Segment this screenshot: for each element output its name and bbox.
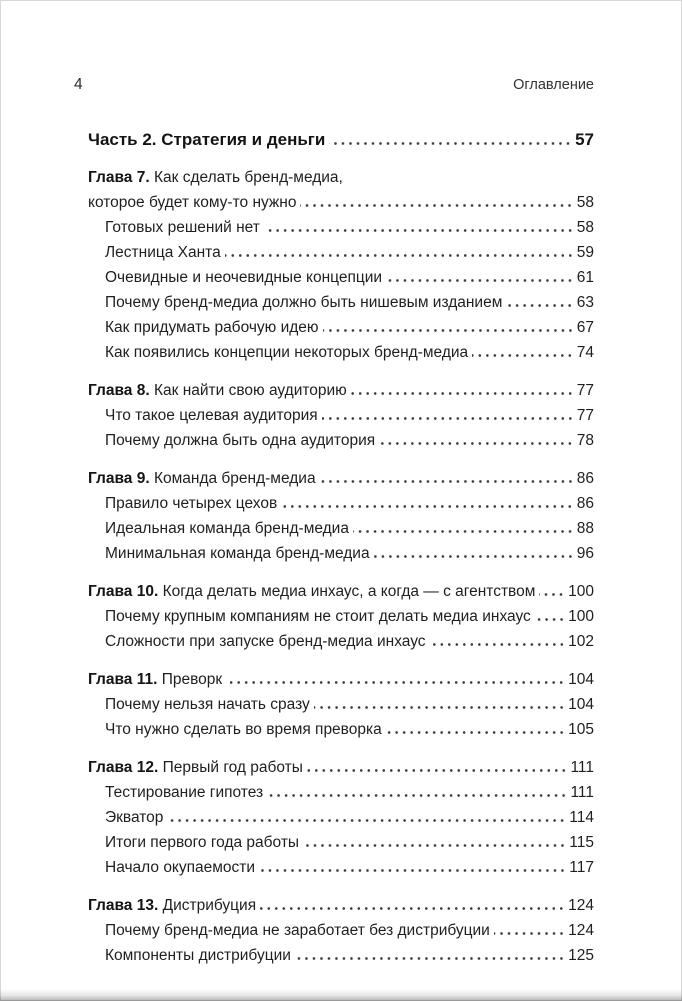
toc-entry — [88, 893, 594, 918]
dotted-leader — [303, 844, 566, 847]
toc-subentry — [88, 265, 594, 290]
toc-entry-bold-prefix: Глава 13. — [88, 897, 163, 914]
dotted-leader — [225, 254, 574, 257]
dotted-leader — [295, 957, 565, 960]
toc-entry-bold-prefix: Часть 2. — [88, 130, 162, 149]
dotted-leader — [307, 769, 568, 772]
toc-entry-label: Тестирование гипотез — [105, 784, 264, 801]
running-head — [0, 76, 682, 94]
dotted-leader — [314, 706, 565, 709]
toc-entry — [88, 378, 594, 403]
toc-subentry — [88, 215, 594, 240]
toc-subentry — [88, 943, 594, 968]
toc-entry-label: Минимальная команда бренд-медиа — [105, 545, 370, 562]
toc-entry-label: Глава 8. Как найти свою аудиторию — [88, 382, 347, 399]
toc-subentry — [88, 805, 594, 830]
toc-entry-label: Лестница Ханта — [105, 244, 221, 261]
toc-page-number: 88 — [576, 520, 594, 537]
toc-entry-label: Почему бренд-медиа не заработает без дистрибуции — [105, 922, 490, 939]
toc-entry-label: Начало окупаемости — [105, 859, 256, 876]
toc-entry-label: Компоненты дистрибуции — [105, 947, 291, 964]
dotted-leader — [267, 794, 567, 797]
toc-page-number: 111 — [570, 784, 594, 801]
toc-page-number: 124 — [568, 897, 594, 914]
toc-page-number: 96 — [576, 545, 594, 562]
toc-page-number: 78 — [576, 432, 594, 449]
toc-entry-label: которое будет кому-то нужно — [88, 194, 297, 211]
toc-entry-bold-prefix: Глава 7. — [88, 169, 154, 186]
dotted-leader — [506, 304, 573, 307]
toc-page-number: 74 — [576, 344, 594, 361]
toc-page-number: 111 — [570, 759, 594, 776]
table-of-contents — [0, 127, 682, 968]
toc-entry-label: Что такое целевая аудитория — [105, 407, 318, 424]
toc-entry — [88, 667, 594, 692]
toc-entry-label: Глава 7. Как сделать бренд-медиа, — [88, 169, 343, 186]
toc-entry-bold-prefix: Глава 12. — [88, 759, 163, 776]
toc-subentry — [88, 717, 594, 742]
toc-entry-label: Глава 12. Первый год работы — [88, 759, 303, 776]
dotted-leader — [386, 279, 574, 282]
toc-entry-label: Как придумать рабочую идею — [105, 319, 319, 336]
page-number-folio: 4 — [74, 76, 83, 93]
toc-entry-label: Глава 9. Команда бренд-медиа — [88, 470, 316, 487]
dotted-leader — [167, 819, 566, 822]
toc-page-number: 77 — [576, 407, 594, 424]
page-bottom-shadow — [0, 989, 682, 1001]
toc-page-number: 100 — [568, 583, 594, 600]
toc-entry-label: Экватор — [105, 809, 164, 826]
toc-page-number: 100 — [568, 608, 594, 625]
toc-page-number: 58 — [576, 219, 594, 236]
toc-entry — [88, 165, 594, 190]
toc-page-number: 105 — [568, 721, 594, 738]
toc-page-number: 86 — [576, 470, 594, 487]
dotted-leader — [320, 480, 574, 483]
toc-entry-label: Почему крупным компаниям не стоит делать медиа инхаус — [105, 608, 531, 625]
toc-page-number: 59 — [576, 244, 594, 261]
toc-subentry — [88, 491, 594, 516]
dotted-leader — [374, 555, 574, 558]
toc-entry-label: Сложности при запуске бренд-медиа инхаус — [105, 633, 426, 650]
toc-subentry — [88, 629, 594, 654]
toc-page-number: 115 — [569, 834, 594, 851]
toc-entry-label: Правило четырех цехов — [105, 495, 278, 512]
toc-entry — [88, 579, 594, 604]
dotted-leader — [226, 681, 565, 684]
dotted-leader — [430, 643, 566, 646]
toc-entry-label: Готовых решений нет — [105, 219, 260, 236]
toc-entry-label: Глава 10. Когда делать медиа инхаус, а когда — с агентством — [88, 583, 536, 600]
toc-entry-label: Почему бренд-медиа должно быть нишевым изданием — [105, 294, 503, 311]
toc-entry-bold-prefix: Глава 11. — [88, 671, 162, 688]
toc-page-number: 102 — [568, 633, 594, 650]
toc-entry — [88, 190, 594, 215]
toc-entry-bold-prefix: Глава 9. — [88, 470, 154, 487]
toc-subentry — [88, 541, 594, 566]
dotted-leader — [472, 354, 574, 357]
dotted-leader — [259, 869, 566, 872]
toc-entry-bold-prefix: Глава 8. — [88, 382, 154, 399]
toc-page-number: 124 — [568, 922, 594, 939]
toc-subentry — [88, 516, 594, 541]
toc-page-number: 61 — [576, 269, 594, 286]
dotted-leader — [494, 932, 565, 935]
toc-entry-bold-prefix: Глава 10. — [88, 583, 163, 600]
dotted-leader — [353, 530, 574, 533]
toc-page-number: 114 — [569, 809, 594, 826]
dotted-leader — [264, 229, 574, 232]
toc-entry-label: Что нужно сделать во время преворка — [105, 721, 382, 738]
dotted-leader — [535, 618, 565, 621]
toc-subentry — [88, 918, 594, 943]
dotted-leader — [260, 907, 565, 910]
dotted-leader — [539, 593, 565, 596]
toc-entry-label: Часть 2. Стратегия и деньги — [88, 130, 326, 149]
toc-page-number: 58 — [576, 194, 594, 211]
toc-page-number: 117 — [569, 859, 594, 876]
toc-page-number: 77 — [576, 382, 594, 399]
toc-subentry — [88, 428, 594, 453]
toc-page-number: 67 — [576, 319, 594, 336]
toc-entry-label: Итоги первого года работы — [105, 834, 300, 851]
toc-subentry — [88, 830, 594, 855]
running-title: Оглавление — [513, 77, 594, 93]
toc-entry-label: Глава 11. Преворк — [88, 671, 223, 688]
dotted-leader — [322, 417, 574, 420]
dotted-leader — [379, 442, 574, 445]
toc-page-number: 86 — [576, 495, 594, 512]
toc-subentry — [88, 780, 594, 805]
toc-entry-label: Почему нельзя начать сразу — [105, 696, 310, 713]
toc-subentry — [88, 340, 594, 365]
toc-entry — [88, 466, 594, 491]
toc-subentry — [88, 692, 594, 717]
toc-entry — [88, 755, 594, 780]
dotted-leader — [386, 731, 565, 734]
toc-subentry — [88, 604, 594, 629]
toc-page-number: 104 — [568, 696, 594, 713]
toc-subentry — [88, 855, 594, 880]
toc-page-number: 57 — [575, 130, 594, 149]
toc-subentry — [88, 240, 594, 265]
toc-entry-label: Идеальная команда бренд-медиа — [105, 520, 349, 537]
dotted-leader — [300, 204, 573, 207]
toc-page-number: 125 — [568, 947, 594, 964]
dotted-leader — [329, 142, 572, 145]
toc-entry-label: Глава 13. Дистрибуция — [88, 897, 257, 914]
toc-subentry — [88, 290, 594, 315]
toc-page-number: 104 — [568, 671, 594, 688]
toc-subentry — [88, 403, 594, 428]
dotted-leader — [351, 392, 574, 395]
toc-entry-label: Почему должна быть одна аудитория — [105, 432, 376, 449]
dotted-leader — [323, 329, 574, 332]
toc-entry-label: Очевидные и неочевидные концепции — [105, 269, 383, 286]
toc-page-number: 63 — [576, 294, 594, 311]
toc-subentry — [88, 315, 594, 340]
toc-entry-label: Как появились концепции некоторых бренд-медиа — [105, 344, 469, 361]
dotted-leader — [281, 505, 574, 508]
toc-entry — [88, 127, 594, 152]
